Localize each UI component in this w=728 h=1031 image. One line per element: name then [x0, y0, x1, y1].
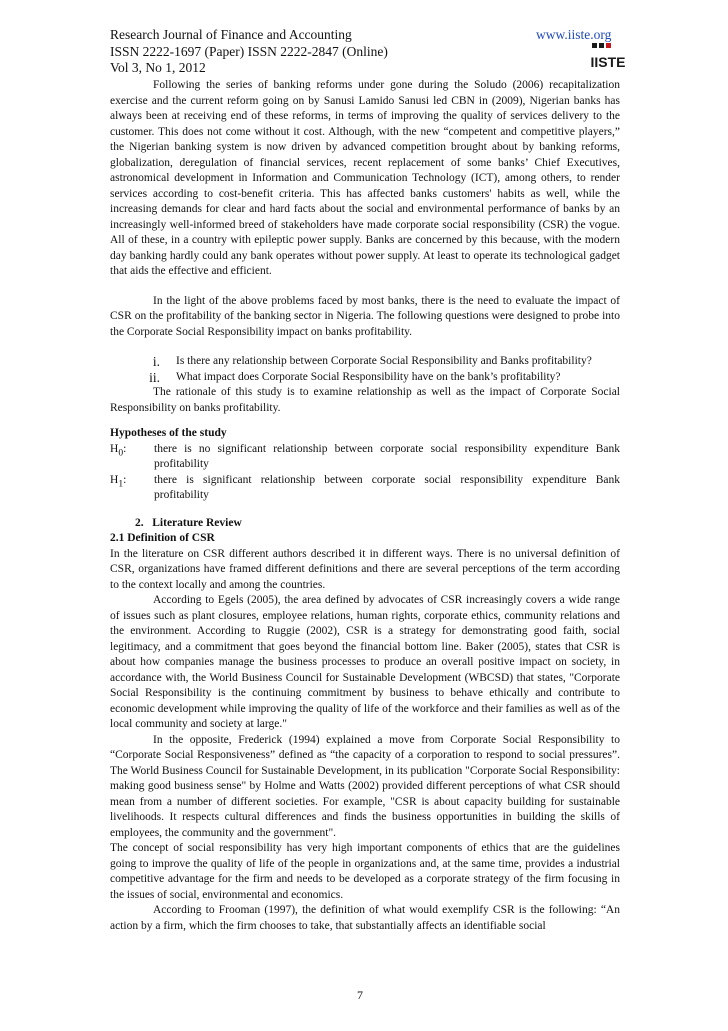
journal-title: Research Journal of Finance and Accounting — [110, 27, 352, 42]
website-link[interactable]: www.iiste.org — [536, 27, 612, 42]
paragraph-problem: In the light of the above problems faced by most banks, there is the need to evaluate the impact of CSR on the profitability of the banking sector in Nigeria. The following questions were designed to probe into the Corporate Social Responsibility impact on banks profitability. — [110, 294, 620, 338]
issn-line: ISSN 2222-1697 (Paper) ISSN 2222-2847 (Online) — [110, 43, 388, 59]
question-item — [110, 370, 620, 386]
question-number: ii. — [149, 369, 160, 385]
journal-header — [110, 27, 388, 77]
hypothesis-text: there is no significant relationship between corporate social responsibility expenditure Bank profitability — [154, 442, 620, 470]
hypothesis-alternative — [110, 473, 620, 504]
paragraph-egels: According to Egels (2005), the area defined by advocates of CSR increasingly covers a wide range of issues such as plant closures, employee relations, human rights, corporate ethics, community relations and the environment. According to Ruggie (2002), CSR is a strategy for demonstrating good faith, social legitimacy, and a commitment that goes beyond the financial bottom line. Baker (2005), states that CSR is about how companies manage the business processes to produce an overall positive impact on society, in accordance with, the World Business Council for Sustainable Development (WBCSD) that states, "Corporate Social Responsibility is the continuing commitment by business to behave ethically and contribute to economic development while improving the quality of life of the workforce and their families as well as of the local community and society at large." — [110, 594, 620, 730]
paragraph-rationale: The rationale of this study is to examine relationship as well as the impact of Corporate Social Responsibility on banks profitability. — [110, 386, 620, 414]
iiste-logo — [590, 42, 626, 70]
page-number: 7 — [357, 988, 363, 1002]
hypothesis-text: there is significant relationship between corporate social responsibility expenditure Bank profitability — [154, 473, 620, 501]
paragraph-intro: Following the series of banking reforms under gone during the Soludo (2006) recapitalization exercise and the current reform going on by Sanusi Lamido Sanusi led CBN in (2009), Nigerian banks has always been at receiving end of these reforms, in terms of improving the quality of services delivery to the customer. This does not come without it cost. Although, with the new “competent and competitive players,” the Nigerian banking system is now driven by advanced competition brought about by banking reforms, globalization, deregulation of financial services, recent replacement of some banks’ Chief Executives, astronomical development in Information and Communication Technology (ICT), among others, to render services according to cost-benefit criteria. This has affected banks customers' habits as well, while the increasing demands for clear and hard facts about the social and environmental performance of banks by an increasingly well-informed breed of stakeholders have made corporate social responsibility (CSR) the vogue. All of these, in a country with epileptic power supply. Banks are concerned by this because, with the modern day banking hardly could any bank operates without power supply. At least to operate its technological gadget that aids the effective and efficient. — [110, 79, 620, 277]
hypotheses-heading: Hypotheses of the study — [110, 427, 227, 439]
logo-lettering: IISTE — [590, 54, 626, 70]
paragraph-definitions: In the literature on CSR different authors described it in different ways. There is no universal definition of CSR, organizations have framed different definitions and there are several perceptions of the term according to the context locally and among the countries. — [110, 547, 620, 591]
hypothesis-label: $H_0$: — [110, 442, 127, 458]
iiste-logo-icon — [590, 43, 625, 70]
section-heading-literature: 2. Literature Review — [135, 516, 242, 529]
question-item — [110, 354, 620, 370]
article-body — [110, 78, 620, 934]
hypothesis-null — [110, 442, 620, 473]
subsection-heading-csr: 2.1 Definition of CSR — [110, 532, 215, 544]
volume-line: Vol 3, No 1, 2012 — [110, 60, 206, 75]
paragraph-frooman: According to Frooman (1997), the definition of what would exemplify CSR is the following: “An action by a firm, which the firm chooses to take, that substantially affects an identifiable social — [110, 904, 620, 932]
paragraph-frederick: In the opposite, Frederick (1994) explained a move from Corporate Social Responsibility to “Corporate Social Responsiveness” defined as “the capacity of a corporation to respond to social pressures”. The World Business Council for Sustainable Development, in its publication "Corporate Social Responsibility: making good business sense" by Holme and Watts (2002) provided different perceptions of what CSR should mean from a number of different societies. For example, "CSR is about capacity building for sustainable livelihoods. It respects cultural differences and finds the business opportunities in building the skills of employees, the community and the government". — [110, 733, 620, 839]
question-number: i. — [152, 354, 160, 369]
research-questions — [110, 354, 620, 385]
hypothesis-label: $H_1$: — [110, 473, 127, 489]
question-text: Is there any relationship between Corporate Social Responsibility and Banks profitability? — [176, 355, 592, 367]
question-text: What impact does Corporate Social Responsibility have on the bank’s profitability? — [176, 370, 561, 383]
paragraph-concept: The concept of social responsibility has very high important components of ethics that are the guidelines going to improve the quality of life of the people in organizations and, at the same time, provides a industrial competitive advantage for the firm and needs to be developed as a corporate strategy of the firm focusing in the issues of social, environmental and economics. — [110, 842, 620, 901]
